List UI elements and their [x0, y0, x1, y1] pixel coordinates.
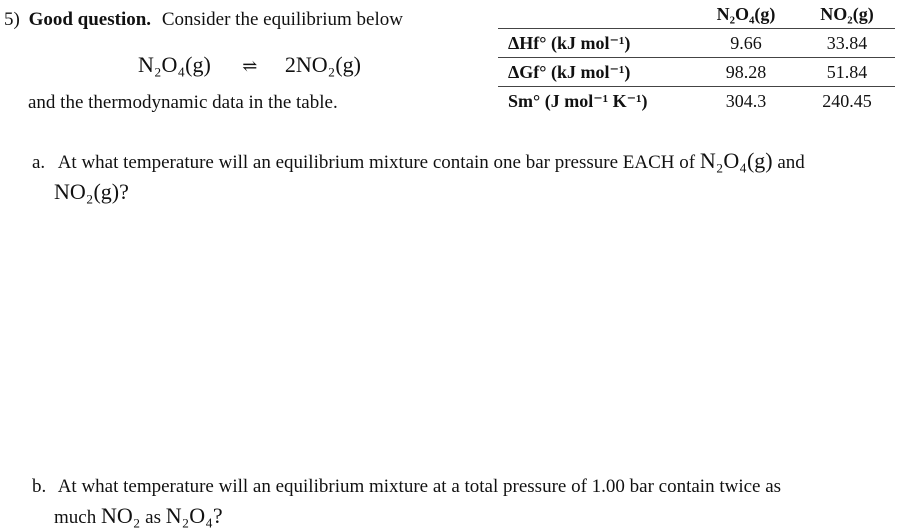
table-corner: [498, 0, 713, 29]
table-cell: 33.84: [799, 29, 895, 58]
part-b-species-1: NO₂: [100, 503, 141, 528]
row-label: ΔGf° (kJ mol⁻¹): [498, 58, 713, 87]
part-b-label: b.: [32, 476, 47, 497]
table-row: [498, 29, 895, 58]
question-title: Good question.: [28, 9, 152, 30]
part-a: [32, 146, 805, 208]
part-a-text: At what temperature will an equilibrium mixture contain one bar pressure EACH of: [57, 152, 696, 173]
column-header: N₂O₄(g): [713, 0, 779, 29]
question-header: [4, 9, 403, 31]
part-a-joiner: and: [777, 152, 805, 173]
table-cell: 240.45: [822, 91, 872, 111]
part-b-text: At what temperature will an equilibrium mixture at a total pressure of 1.00 bar contain twice as: [57, 476, 782, 497]
question-number: 5): [4, 9, 20, 30]
intro-continuation: and the thermodynamic data in the table.: [28, 92, 338, 113]
row-label: Sm° (J mol⁻¹ K⁻¹): [508, 91, 648, 111]
table-row: [498, 58, 895, 87]
table-cell: 98.28: [713, 58, 779, 87]
table-cell: 9.66: [713, 29, 779, 58]
part-a-label: a.: [32, 152, 46, 173]
part-b: [32, 472, 781, 532]
part-a-species-1: N₂O₄(g): [699, 148, 773, 173]
part-b-text-continued: much: [54, 507, 97, 528]
equation-product: 2NO₂(g): [284, 52, 361, 77]
equilibrium-arrow-icon: ⇌: [242, 56, 258, 76]
question-intro: Consider the equilibrium below: [161, 9, 403, 30]
equilibrium-equation: [138, 52, 361, 78]
part-b-joiner: as: [145, 507, 161, 528]
part-a-species-2: NO₂(g)?: [54, 179, 129, 204]
table-row: [498, 87, 895, 116]
column-header: NO₂(g): [799, 0, 895, 29]
table-cell: 51.84: [799, 58, 895, 87]
part-b-species-2: N₂O₄?: [165, 503, 223, 528]
row-label: ΔHf° (kJ mol⁻¹): [498, 29, 713, 58]
equation-reactant: N₂O₄(g): [138, 52, 211, 77]
table-header-row: [498, 0, 895, 29]
table-cell: 304.3: [725, 91, 767, 111]
thermo-data-table: [498, 0, 895, 115]
